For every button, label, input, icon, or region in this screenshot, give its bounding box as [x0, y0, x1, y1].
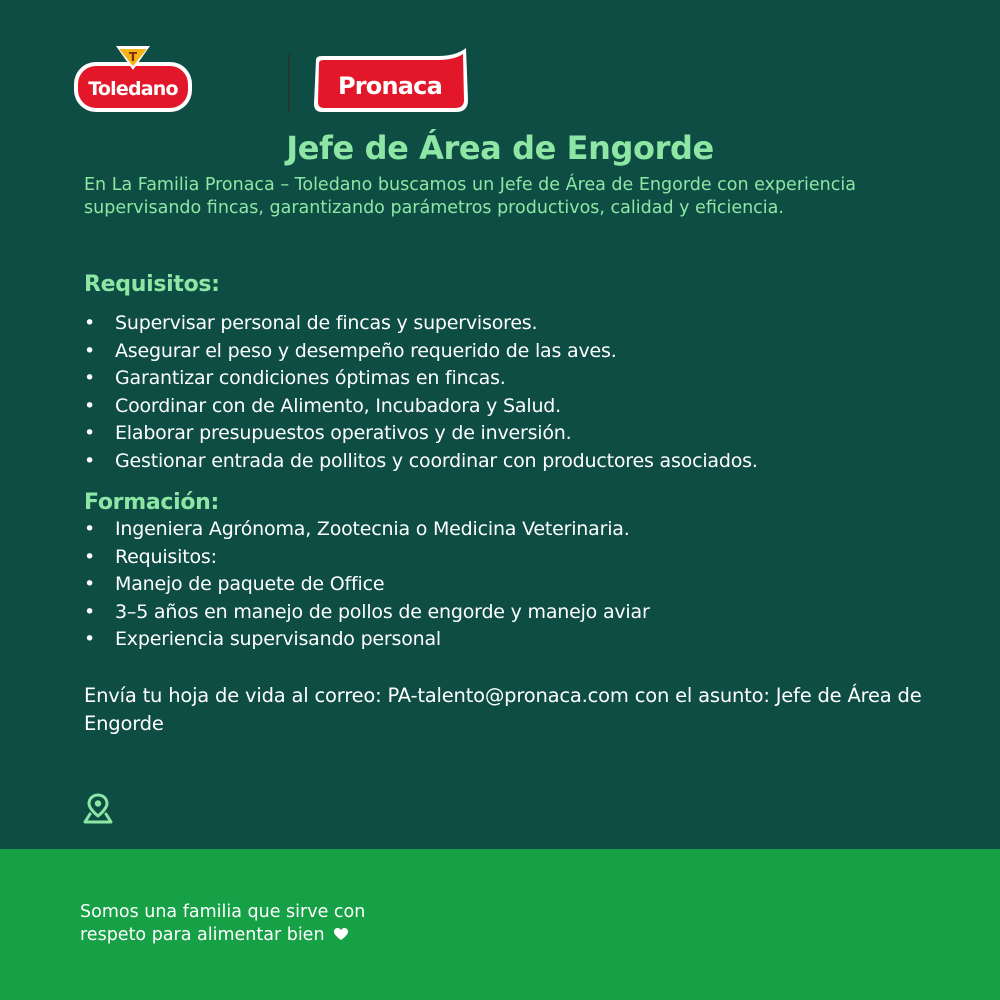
bullet-icon: •	[84, 573, 96, 595]
bullet-icon: •	[84, 422, 96, 444]
list-item-text: Garantizar condiciones óptimas en fincas.	[115, 367, 506, 389]
brand-logos	[72, 46, 443, 116]
list-item	[84, 393, 964, 421]
tagline-line-2-text: respeto para alimentar bien	[80, 925, 325, 945]
list-item-text: Supervisar personal de fincas y supervisores.	[115, 312, 538, 334]
list-item	[84, 516, 964, 544]
heart-icon	[333, 927, 349, 941]
map-pin-icon	[82, 792, 116, 826]
bullet-icon: •	[84, 628, 96, 650]
page-title: Jefe de Área de Engorde	[286, 129, 714, 167]
list-item	[84, 338, 964, 366]
list-item	[84, 310, 964, 338]
bullet-icon: •	[84, 449, 96, 472]
requisitos-list	[84, 310, 964, 475]
bullet-icon: •	[84, 367, 96, 389]
pronaca-logo-text: Pronaca	[337, 72, 443, 100]
toledano-logo	[72, 46, 194, 116]
list-item	[84, 365, 964, 393]
contact-instructions: Envía tu hoja de vida al correo: PA-talento@pronaca.com con el asunto: Jefe de Área de Engorde	[84, 684, 922, 735]
list-item	[84, 544, 964, 572]
bullet-icon: •	[84, 600, 96, 623]
list-item-text: Ingeniera Agrónoma, Zootecnia o Medicina Veterinaria.	[115, 518, 630, 540]
pronaca-logo	[308, 48, 472, 114]
list-item	[84, 571, 964, 599]
bullet-icon: •	[84, 312, 96, 334]
list-item-text: Experiencia supervisando personal	[115, 628, 442, 650]
list-item	[84, 420, 964, 448]
bullet-icon: •	[84, 394, 96, 417]
footer-bar	[0, 849, 1000, 1000]
requisitos-heading: Requisitos:	[84, 272, 220, 297]
list-item-text: Gestionar entrada de pollitos y coordinar con productores asociados.	[115, 449, 758, 472]
list-item-text: Requisitos:	[115, 545, 217, 568]
formacion-list	[84, 516, 964, 654]
toledano-logo-mark: T	[128, 50, 138, 64]
logo-divider	[288, 54, 290, 112]
toledano-logo-text: Toledano	[88, 78, 178, 100]
list-item-text: Elaborar presupuestos operativos y de inversión.	[115, 422, 572, 444]
list-item	[84, 599, 964, 627]
formacion-heading: Formación:	[84, 490, 220, 515]
list-item	[84, 626, 964, 654]
list-item-text: Coordinar con de Alimento, Incubadora y Salud.	[115, 394, 561, 417]
tagline-line-1: Somos una familia que sirve con	[80, 902, 366, 922]
tagline-line-2	[80, 924, 365, 947]
list-item-text: 3–5 años en manejo de pollos de engorde y manejo aviar	[115, 600, 650, 623]
list-item-text: Manejo de paquete de Office	[115, 573, 385, 595]
list-item-text: Asegurar el peso y desempeño requerido de las aves.	[115, 339, 617, 362]
list-item	[84, 448, 964, 476]
bullet-icon: •	[84, 339, 96, 362]
footer-tagline	[80, 901, 365, 947]
bullet-icon: •	[84, 518, 96, 540]
bullet-icon: •	[84, 545, 96, 568]
intro-paragraph: En La Familia Pronaca – Toledano buscamos un Jefe de Área de Engorde con experiencia supervisando fincas, garantizando parámetros productivos, calidad y eficiencia.	[84, 175, 856, 218]
